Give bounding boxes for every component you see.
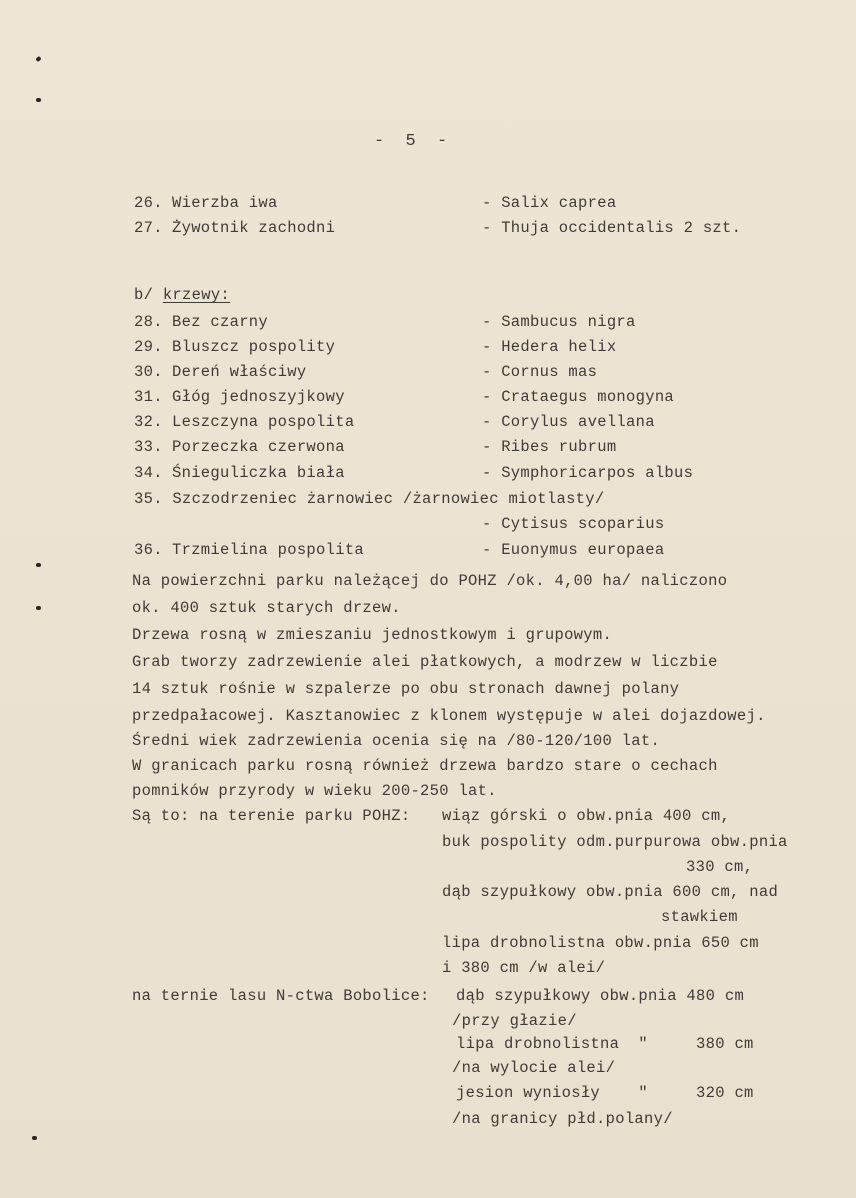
latin-name: - Hedera helix <box>482 338 617 356</box>
margin-mark <box>32 1136 37 1140</box>
monument-line: /przy głazie/ <box>452 1012 577 1030</box>
monuments-intro: Są to: na terenie parku POHZ: <box>132 807 411 825</box>
polish-name: Bez czarny <box>172 313 269 331</box>
list-item-number: 36. <box>134 541 163 559</box>
paragraph-line: pomników przyrody w wieku 200-250 lat. <box>132 782 497 800</box>
latin-name: - Sambucus nigra <box>482 313 636 331</box>
list-item-number: 32. <box>134 413 163 431</box>
polish-name: Trzmielina pospolita <box>172 541 365 559</box>
list-item-number: 28. <box>134 313 163 331</box>
latin-name: - Cornus mas <box>482 363 598 381</box>
list-item-35: 35. Szczodrzeniec żarnowiec /żarnowiec miotlasty/ <box>134 490 605 508</box>
monument-line: i 380 cm /w alei/ <box>442 959 606 977</box>
paragraph-line: W granicach parku rosną również drzewa bardzo stare o cechach <box>132 757 718 775</box>
monument-line: dąb szypułkowy obw.pnia 480 cm <box>456 987 745 1005</box>
paragraph-line: Grab tworzy zadrzewienie alei płatkowych, a modrzew w liczbie <box>132 653 718 671</box>
paragraph-line: Na powierzchni parku należącej do POHZ /ok. 4,00 ha/ naliczono <box>132 572 728 590</box>
section-heading <box>134 285 230 305</box>
polish-name: Żywotnik zachodni <box>172 219 336 237</box>
latin-name: - Corylus avellana <box>482 413 655 431</box>
paragraph-line: 14 sztuk rośnie w szpalerze po obu stronach dawnej polany <box>132 680 680 698</box>
paragraph-line: Drzewa rosną w zmieszaniu jednostkowym i grupowym. <box>132 626 613 644</box>
polish-name: Porzeczka czerwona <box>172 438 345 456</box>
monument-line: wiąz górski o obw.pnia 400 cm, <box>442 807 731 825</box>
page-number: - 5 - <box>374 132 448 151</box>
polish-name: Bluszcz pospolity <box>172 338 336 356</box>
list-item-number: 33. <box>134 438 163 456</box>
list-item-number: 27. <box>134 219 163 237</box>
section-prefix: b/ <box>134 286 163 304</box>
latin-name: - Thuja occidentalis 2 szt. <box>482 219 742 237</box>
monument-line: stawkiem <box>661 908 738 926</box>
margin-mark <box>36 606 41 610</box>
polish-name: Leszczyna pospolita <box>172 413 355 431</box>
polish-name: Głóg jednoszyjkowy <box>172 388 345 406</box>
forest-intro: na ternie lasu N-ctwa Bobolice: <box>132 987 430 1005</box>
monument-line: /na granicy płd.polany/ <box>452 1110 673 1128</box>
monument-line: 330 cm, <box>686 858 754 876</box>
polish-name: Dereń właściwy <box>172 363 307 381</box>
paragraph-line: Średni wiek zadrzewienia ocenia się na /80-120/100 lat. <box>132 732 661 750</box>
latin-name: - Euonymus europaea <box>482 541 665 559</box>
latin-name: - Cytisus scoparius <box>482 515 665 533</box>
section-title: krzewy: <box>162 286 231 304</box>
polish-name: Śnieguliczka biała <box>172 464 345 482</box>
monument-line: lipa drobnolistna obw.pnia 650 cm <box>442 934 759 952</box>
monument-line: dąb szypułkowy obw.pnia 600 cm, nad <box>442 883 779 901</box>
list-item-number: 26. <box>134 194 163 212</box>
monument-line: jesion wyniosły " 320 cm <box>456 1084 754 1102</box>
list-item-number: 31. <box>134 388 163 406</box>
list-item-number: 34. <box>134 464 163 482</box>
list-item-number: 30. <box>134 363 163 381</box>
latin-name: - Crataegus monogyna <box>482 388 675 406</box>
monument-line: lipa drobnolistna " 380 cm <box>456 1035 754 1053</box>
margin-mark <box>35 56 41 62</box>
paragraph-line: ok. 400 sztuk starych drzew. <box>132 599 401 617</box>
polish-name: Wierzba iwa <box>172 194 278 212</box>
paragraph-line: przedpałacowej. Kasztanowiec z klonem występuje w alei dojazdowej. <box>132 707 766 725</box>
latin-name: - Salix caprea <box>482 194 617 212</box>
margin-mark <box>36 98 41 102</box>
list-item-number: 29. <box>134 338 163 356</box>
margin-mark <box>36 563 41 567</box>
latin-name: - Ribes rubrum <box>482 438 617 456</box>
monument-line: /na wylocie alei/ <box>452 1059 616 1077</box>
latin-name: - Symphoricarpos albus <box>482 464 694 482</box>
monument-line: buk pospolity odm.purpurowa obw.pnia <box>442 833 788 851</box>
